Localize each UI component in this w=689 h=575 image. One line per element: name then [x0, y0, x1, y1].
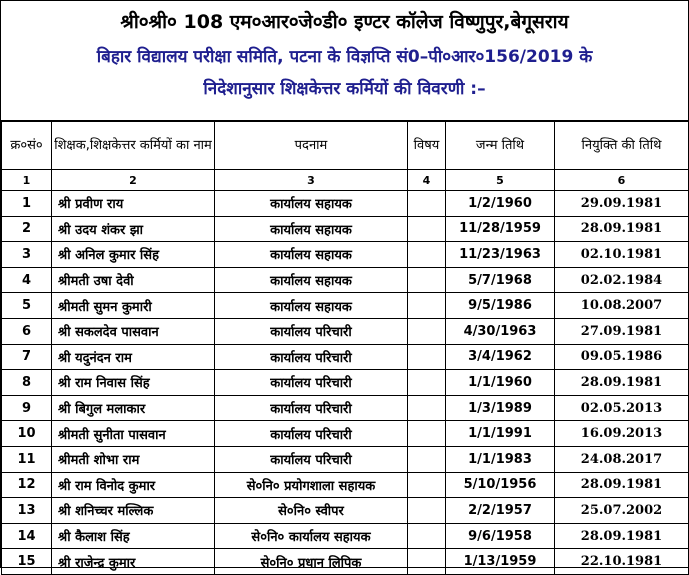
- table-row: [2, 446, 689, 472]
- column-header: विषय: [408, 122, 446, 170]
- serial-number: 14: [2, 523, 52, 549]
- appointment-date: 25.07.2002: [555, 498, 689, 524]
- appointment-date: 02.10.1981: [555, 242, 689, 268]
- appointment-date: 28.09.1981: [555, 370, 689, 396]
- staff-table: [1, 121, 689, 575]
- subject: [408, 242, 446, 268]
- serial-number: 13: [2, 498, 52, 524]
- table-row: [2, 267, 689, 293]
- designation: से०नि० प्रयोगशाला सहायक: [215, 472, 408, 498]
- column-header: जन्म तिथि: [446, 122, 555, 170]
- staff-name: श्री सकलदेव पासवान: [52, 318, 215, 344]
- appointment-date: 29.09.1981: [555, 191, 689, 217]
- subject: [408, 216, 446, 242]
- column-header: शिक्षक,शिक्षकेत्तर कर्मियों का नाम: [52, 122, 215, 170]
- column-header: क्र०सं०: [2, 122, 52, 170]
- column-number: 4: [408, 170, 446, 191]
- subject: [408, 191, 446, 217]
- designation: कार्यालय सहायक: [215, 293, 408, 319]
- table-row: [2, 395, 689, 421]
- table-row: [2, 370, 689, 396]
- staff-name: श्रीमती सुनीता पासवान: [52, 421, 215, 447]
- column-number: 1: [2, 170, 52, 191]
- table-row: [2, 216, 689, 242]
- subject: [408, 370, 446, 396]
- college-title: श्री०श्री० 108 एम०आर०जे०डी० इण्टर कॉलेज विष्णुपुर,बेगूसराय: [120, 11, 569, 33]
- subject: [408, 344, 446, 370]
- date-of-birth: 1/2/1960: [446, 191, 555, 217]
- designation: कार्यालय सहायक: [215, 267, 408, 293]
- table-row: [2, 293, 689, 319]
- column-number-row: [2, 170, 689, 191]
- staff-name: श्री यदुनंदन राम: [52, 344, 215, 370]
- column-number: 2: [52, 170, 215, 191]
- subject: [408, 498, 446, 524]
- serial-number: 10: [2, 421, 52, 447]
- column-header: पदनाम: [215, 122, 408, 170]
- table-row: [2, 242, 689, 268]
- date-of-birth: 5/7/1968: [446, 267, 555, 293]
- subject: [408, 523, 446, 549]
- serial-number: 3: [2, 242, 52, 268]
- header-row: [2, 122, 689, 170]
- date-of-birth: 9/6/1958: [446, 523, 555, 549]
- table-body: [2, 191, 689, 575]
- serial-number: 4: [2, 267, 52, 293]
- subject: [408, 421, 446, 447]
- serial-number: 15: [2, 549, 52, 575]
- appointment-date: 16.09.2013: [555, 421, 689, 447]
- staff-name: श्री उदय शंकर झा: [52, 216, 215, 242]
- staff-name: श्री अनिल कुमार सिंह: [52, 242, 215, 268]
- subject: [408, 549, 446, 575]
- designation: कार्यालय परिचारी: [215, 318, 408, 344]
- serial-number: 5: [2, 293, 52, 319]
- date-of-birth: 11/28/1959: [446, 216, 555, 242]
- subject: [408, 446, 446, 472]
- designation: कार्यालय परिचारी: [215, 421, 408, 447]
- date-of-birth: 1/1/1960: [446, 370, 555, 396]
- staff-name: श्री शनिच्चर मल्लिक: [52, 498, 215, 524]
- column-number: 5: [446, 170, 555, 191]
- serial-number: 9: [2, 395, 52, 421]
- date-of-birth: 1/1/1983: [446, 446, 555, 472]
- appointment-date: 28.09.1981: [555, 216, 689, 242]
- designation: कार्यालय सहायक: [215, 242, 408, 268]
- designation: कार्यालय सहायक: [215, 216, 408, 242]
- serial-number: 8: [2, 370, 52, 396]
- staff-name: श्री बिगुल मलाकार: [52, 395, 215, 421]
- date-of-birth: 2/2/1957: [446, 498, 555, 524]
- staff-name: श्रीमती सुमन कुमारी: [52, 293, 215, 319]
- serial-number: 1: [2, 191, 52, 217]
- table-row: [2, 549, 689, 575]
- date-of-birth: 1/3/1989: [446, 395, 555, 421]
- appointment-date: 22.10.1981: [555, 549, 689, 575]
- date-of-birth: 1/1/1991: [446, 421, 555, 447]
- table-row: [2, 523, 689, 549]
- appointment-date: 28.09.1981: [555, 472, 689, 498]
- designation: से०नि० प्रधान लिपिक: [215, 549, 408, 575]
- table-row: [2, 318, 689, 344]
- appointment-date: 09.05.1986: [555, 344, 689, 370]
- column-header: नियुक्ति की तिथि: [555, 122, 689, 170]
- notice-subtitle: निदेशानुसार शिक्षकेत्तर कर्मियों की विवरणी :–: [203, 79, 486, 99]
- date-of-birth: 11/23/1963: [446, 242, 555, 268]
- appointment-date: 02.02.1984: [555, 267, 689, 293]
- serial-number: 11: [2, 446, 52, 472]
- staff-name: श्री राजेन्द्र कुमार: [52, 549, 215, 575]
- table-row: [2, 421, 689, 447]
- designation: कार्यालय परिचारी: [215, 370, 408, 396]
- date-of-birth: 3/4/1962: [446, 344, 555, 370]
- staff-name: श्री राम निवास सिंह: [52, 370, 215, 396]
- date-of-birth: 1/13/1959: [446, 549, 555, 575]
- table-row: [2, 191, 689, 217]
- table-row: [2, 344, 689, 370]
- designation: कार्यालय सहायक: [215, 191, 408, 217]
- table-row: [2, 498, 689, 524]
- serial-number: 7: [2, 344, 52, 370]
- appointment-date: 02.05.2013: [555, 395, 689, 421]
- notice-reference: बिहार विद्यालय परीक्षा समिति, पटना के विज्ञप्ति सं0–पी०आर०156/2019 के: [96, 47, 593, 67]
- designation: से०नि० कार्यालय सहायक: [215, 523, 408, 549]
- subject: [408, 395, 446, 421]
- document-header: [1, 1, 688, 121]
- column-number: 3: [215, 170, 408, 191]
- date-of-birth: 4/30/1963: [446, 318, 555, 344]
- serial-number: 6: [2, 318, 52, 344]
- staff-name: श्री राम विनोद कुमार: [52, 472, 215, 498]
- subject: [408, 267, 446, 293]
- appointment-date: 28.09.1981: [555, 523, 689, 549]
- subject: [408, 472, 446, 498]
- subject: [408, 293, 446, 319]
- designation: कार्यालय परिचारी: [215, 446, 408, 472]
- date-of-birth: 9/5/1986: [446, 293, 555, 319]
- date-of-birth: 5/10/1956: [446, 472, 555, 498]
- subject: [408, 318, 446, 344]
- column-number: 6: [555, 170, 689, 191]
- staff-name: श्रीमती उषा देवी: [52, 267, 215, 293]
- serial-number: 2: [2, 216, 52, 242]
- serial-number: 12: [2, 472, 52, 498]
- staff-name: श्रीमती शोभा राम: [52, 446, 215, 472]
- appointment-date: 24.08.2017: [555, 446, 689, 472]
- appointment-date: 10.08.2007: [555, 293, 689, 319]
- table-row: [2, 472, 689, 498]
- staff-name: श्री प्रवीण राय: [52, 191, 215, 217]
- designation: कार्यालय परिचारी: [215, 344, 408, 370]
- staff-name: श्री कैलाश सिंह: [52, 523, 215, 549]
- appointment-date: 27.09.1981: [555, 318, 689, 344]
- designation: कार्यालय परिचारी: [215, 395, 408, 421]
- designation: से०नि० स्वीपर: [215, 498, 408, 524]
